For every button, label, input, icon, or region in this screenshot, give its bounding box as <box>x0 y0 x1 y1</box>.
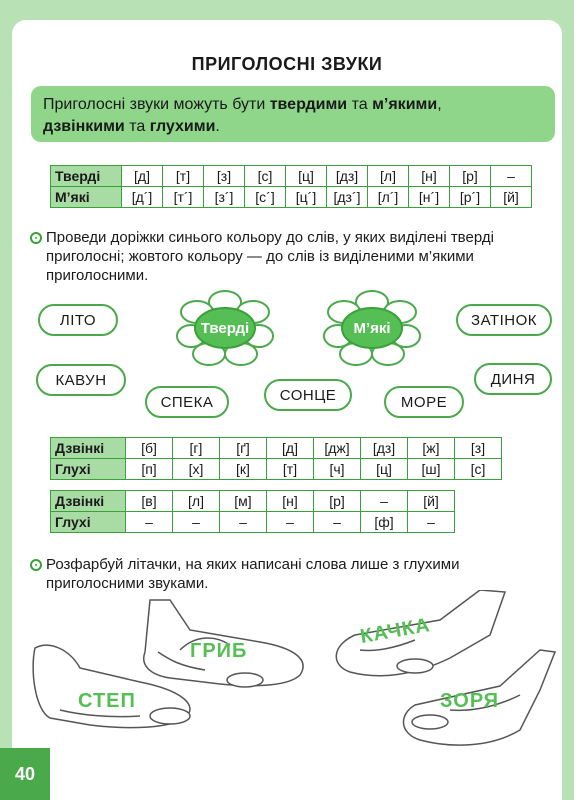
table-cell: [б] <box>126 438 173 459</box>
task1-text: Проведи доріжки синього кольору до слів, у яких виділені тверді приголосні; жовтого кольору — до слів із виділеними м’якими приголосними. <box>46 229 494 284</box>
word-cloud-kavun[interactable] <box>36 364 126 396</box>
page-title: ПРИГОЛОСНІ ЗВУКИ <box>191 54 383 74</box>
table-cell: [ґ] <box>220 438 267 459</box>
word-more: МОРЕ <box>400 393 448 411</box>
table-cell: [ч] <box>314 459 361 480</box>
row-label: Глухі <box>51 512 126 533</box>
rule-text-5: . <box>215 118 220 135</box>
page-number: 40 <box>0 748 50 800</box>
table-row <box>51 459 502 480</box>
flower-hard-label: Тверді <box>200 319 250 337</box>
table-cell: [д´] <box>122 187 163 208</box>
table-cell: [з] <box>204 166 245 187</box>
table-cell: [дз´] <box>327 187 368 208</box>
rule-voiceless: глухими <box>149 118 216 135</box>
task2-text: Розфарбуй літачки, на яких написані слова лише з глухими приголосними звуками. <box>46 556 460 592</box>
table-row <box>51 491 455 512</box>
word-cloud-speka[interactable] <box>145 386 229 418</box>
table-row <box>51 187 532 208</box>
table-cell: – <box>220 512 267 533</box>
rule-box <box>31 86 555 142</box>
table-cell: – <box>408 512 455 533</box>
word-cloud-lito[interactable] <box>38 304 118 336</box>
word-kavun: КАВУН <box>55 371 107 389</box>
table-cell: [к] <box>220 459 267 480</box>
word-cloud-zatinok[interactable] <box>456 304 552 336</box>
page-frame-left <box>0 0 12 800</box>
page-frame-right <box>562 0 574 800</box>
table-cell: [ж] <box>408 438 455 459</box>
table-cell: – <box>126 512 173 533</box>
table-cell: [в] <box>126 491 173 512</box>
table-cell: [й] <box>408 491 455 512</box>
table-cell: – <box>267 512 314 533</box>
task-bullet-icon <box>30 232 42 244</box>
table-cell: – <box>361 491 408 512</box>
word-zatinok: ЗАТІНОК <box>471 311 537 329</box>
table-cell: [р] <box>450 166 491 187</box>
planes-illustration <box>20 590 560 760</box>
table-cell: [г] <box>173 438 220 459</box>
table-cell: [л] <box>368 166 409 187</box>
row-label: Дзвінкі <box>51 438 126 459</box>
plane-word-kachka: КАЧКА <box>358 614 433 648</box>
voiced-voiceless-table-1 <box>50 437 502 480</box>
row-label: Дзвінкі <box>51 491 126 512</box>
voiced-voiceless-table-2 <box>50 490 455 533</box>
table-cell: [дз] <box>361 438 408 459</box>
plane-word-step: СТЕП <box>78 690 136 712</box>
rule-text-1: Приголосні звуки можуть бути <box>43 96 270 113</box>
word-speka: СПЕКА <box>160 393 214 411</box>
table-cell: – <box>491 166 532 187</box>
table-row <box>51 438 502 459</box>
rule-text-3: , <box>437 96 442 113</box>
table-cell: [с] <box>245 166 286 187</box>
table-cell: [т] <box>267 459 314 480</box>
rule-voiced: дзвінкими <box>43 118 125 135</box>
table-cell: [л´] <box>368 187 409 208</box>
plane-word-zoria: ЗОРЯ <box>440 690 500 712</box>
word-dynia: ДИНЯ <box>490 370 536 388</box>
word-cloud-dynia[interactable] <box>474 363 552 395</box>
table-cell: [т´] <box>163 187 204 208</box>
word-cloud-more[interactable] <box>384 386 464 418</box>
table-cell: [з´] <box>204 187 245 208</box>
rule-hard: твердими <box>269 96 348 113</box>
table-cell: [н] <box>409 166 450 187</box>
row-label: Глухі <box>51 459 126 480</box>
table-cell: – <box>173 512 220 533</box>
rule-text-4: та <box>124 118 150 135</box>
table-cell: [т] <box>163 166 204 187</box>
table-cell: [х] <box>173 459 220 480</box>
table-cell: [с´] <box>245 187 286 208</box>
table-cell: [ф] <box>361 512 408 533</box>
word-sontse: СОНЦЕ <box>279 386 337 404</box>
table-cell: – <box>314 512 361 533</box>
table-cell: [ц´] <box>286 187 327 208</box>
table-row <box>51 512 455 533</box>
table-cell: [дж] <box>314 438 361 459</box>
table-cell: [с] <box>455 459 502 480</box>
rule-soft: м’якими <box>372 96 438 113</box>
table-cell: [д] <box>267 438 314 459</box>
rule-text-2: та <box>347 96 373 113</box>
table-cell: [р´] <box>450 187 491 208</box>
table-cell: [дз] <box>327 166 368 187</box>
table-cell: [ц] <box>286 166 327 187</box>
row-label: М’які <box>51 187 122 208</box>
word-lito: ЛІТО <box>59 311 97 329</box>
table-row <box>51 166 532 187</box>
table-cell: [л] <box>173 491 220 512</box>
table-cell: [н´] <box>409 187 450 208</box>
table-cell: [м] <box>220 491 267 512</box>
table-cell: [д] <box>122 166 163 187</box>
row-label: Тверді <box>51 166 122 187</box>
table-cell: [п] <box>126 459 173 480</box>
table-cell: [й] <box>491 187 532 208</box>
flower-soft-label: М’які <box>353 319 391 337</box>
table-cell: [н] <box>267 491 314 512</box>
plane-word-hryb: ГРИБ <box>190 640 248 662</box>
table-cell: [ц] <box>361 459 408 480</box>
table-cell: [з] <box>455 438 502 459</box>
task-bullet-icon <box>30 559 42 571</box>
table-cell: [р] <box>314 491 361 512</box>
word-cloud-sontse[interactable] <box>264 379 352 411</box>
table-cell: [ш] <box>408 459 455 480</box>
hard-soft-table <box>50 165 532 208</box>
